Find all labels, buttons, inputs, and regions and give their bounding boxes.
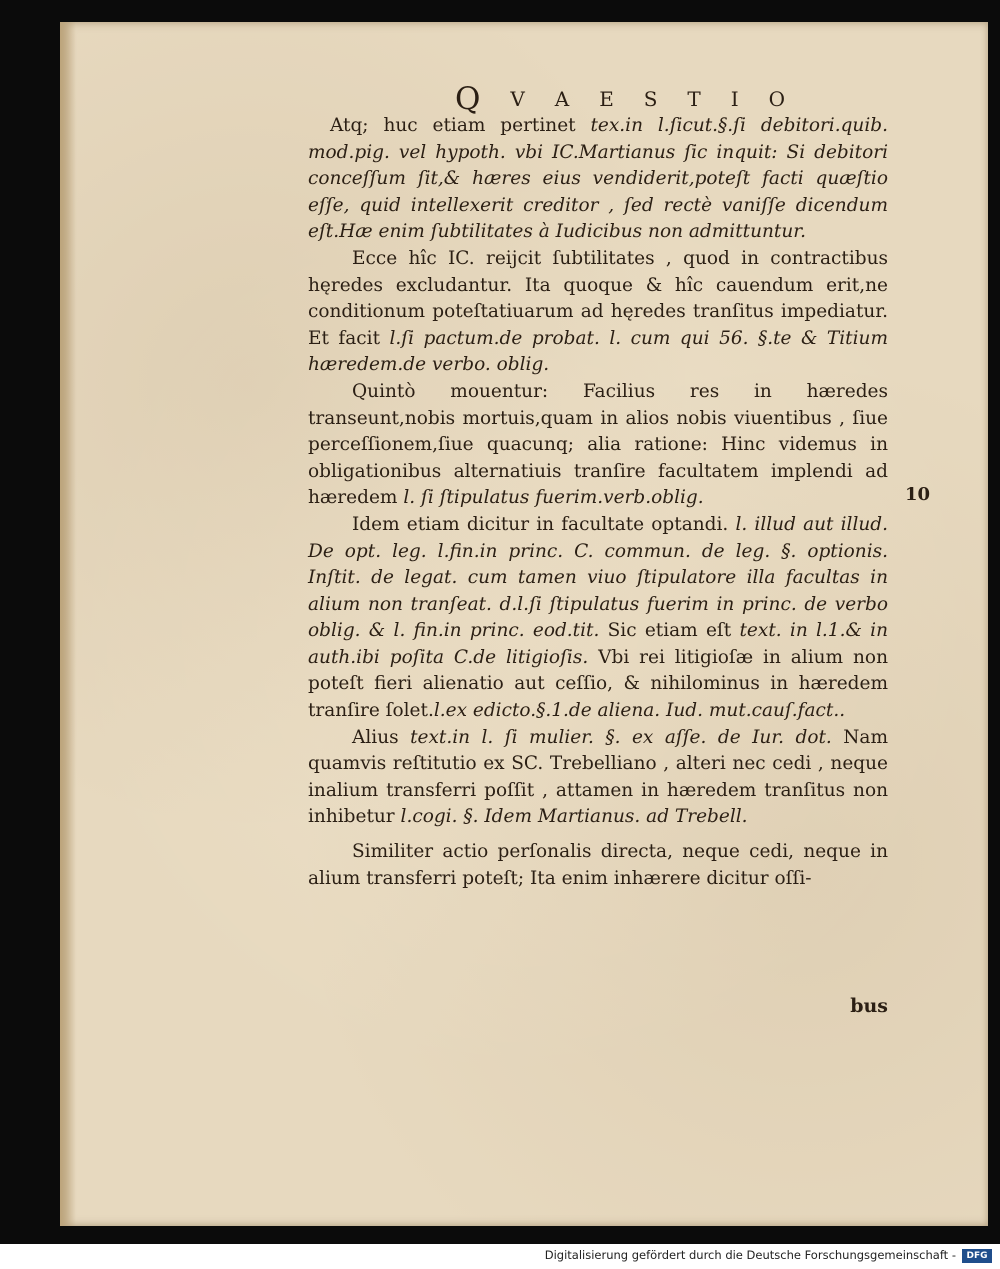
text-run: Idem etiam dicitur in facultate optandi. [352,513,736,535]
text-run [506,142,515,163]
text-run: Ecce hîc IC. reijcit ſubtilitates , quod in contractibus hęredes excludantur. Ita quoque & hîc cauendum erit,ne conditionum poteſtatiuarum ad hęredes tranſitus impediatur. Et facit [308,247,888,349]
paragraph-1 [308,113,888,246]
paragraph-6 [308,839,888,892]
header-letter: O [768,87,785,111]
header-letter: A [554,87,570,111]
citation: quid intellexerit creditor , ſed rectè vaniſſe dicendum eſt.Hæ [308,194,888,243]
citation: l.cogi. §. Idem Martianus. ad Trebell. [400,806,748,828]
text-run: Similiter actio perſonalis directa, neque cedi, neque in alium transferri poteſt; Ita enim inhærere dicitur oſſi- [308,841,888,889]
header-letter: T [687,87,701,111]
text-run: Atq; huc etiam pertinet [330,115,591,136]
funding-notice: Digitalisierung gefördert durch die Deutsche Forschungsgemeinschaft - [544,1248,956,1262]
citation: l. illud aut illud. De opt. leg. l.fin.in princ. C. commun. de leg. §. optionis. Inſtit. de legat. cum tamen viuo ſtipulatore illa facultas in alium non tranſeat. d.l.ſi ſtipulatus fuerim in princ. de verbo oblig. & l. fin.in princ. eod.tit. [308,513,889,642]
paragraph-2 [308,246,888,379]
citation: mod.pig. vel hypoth. [308,141,506,163]
body-text [308,113,888,892]
paragraph-3 [308,379,888,512]
citation: l.ex edicto.§.1.de aliena. Iud. mut.cauſ.fact.. [433,700,846,722]
dfg-logo-icon[interactable]: DFG [962,1249,992,1263]
citation: l. ſi ſtipulatus fuerim.verb.oblig. [403,487,704,509]
footer-bar [0,1244,1000,1269]
citation: l.ſi pactum.de probat. l. cum qui 56. §.te & Titium hæredem.de verbo. oblig. [308,327,888,376]
catchword: bus [850,995,888,1017]
citation: tex.in l.ſicut.§.ſi debitori.quib. [590,115,888,136]
header-letter: V [510,87,525,111]
paragraph-4 [308,512,888,725]
text-run: Sic etiam eſt [599,620,740,642]
page-gutter-shadow [60,22,76,1226]
header-letter: E [599,87,614,111]
margin-number: 10 [905,484,931,505]
citation: enim ſubtilitates à Iudicibus non admittuntur. [378,221,806,243]
text-run: Quintò mouentur: Facilius res in hæredes transeunt,nobis mortuis,quam in alios nobis viuentibus , ſiue perceſſionem,ſiue quacunq; alia ratione: Hinc videmus in obligationibus alternatiuis tranſire facultatem implendi ad hæredem [308,380,888,509]
citation: conceſſum ſit,& hæres eius vendiderit,poteſt facti quæſtio eſſe, [308,168,888,216]
text-run: Nam quamvis reſtitutio ex SC. Trebelliano , alteri nec cedi , neque inalium transferri poſſit , attamen in hæredem tranſitus non inhibetur [308,726,889,828]
header-letter: I [730,87,739,111]
running-header [455,82,785,116]
citation: text.in l. ſi mulier. §. ex aſſe. de Iur. dot. [410,726,832,748]
paragraph-5 [308,725,888,831]
text-run: Alius [352,726,411,748]
text-run: Vbi rei litigioſæ in alium non poteſt fieri alienatio aut ceſſio, & nihilominus in hæredem tranſire ſolet. [308,646,888,722]
citation: vbi IC.Martianus ſic inquit: Si debitori [514,141,889,163]
header-initial: Q [455,81,481,117]
header-letter: S [643,87,658,111]
citation: text. in l.1.& in auth.ibi poſita C.de litigioſis. [308,620,889,668]
